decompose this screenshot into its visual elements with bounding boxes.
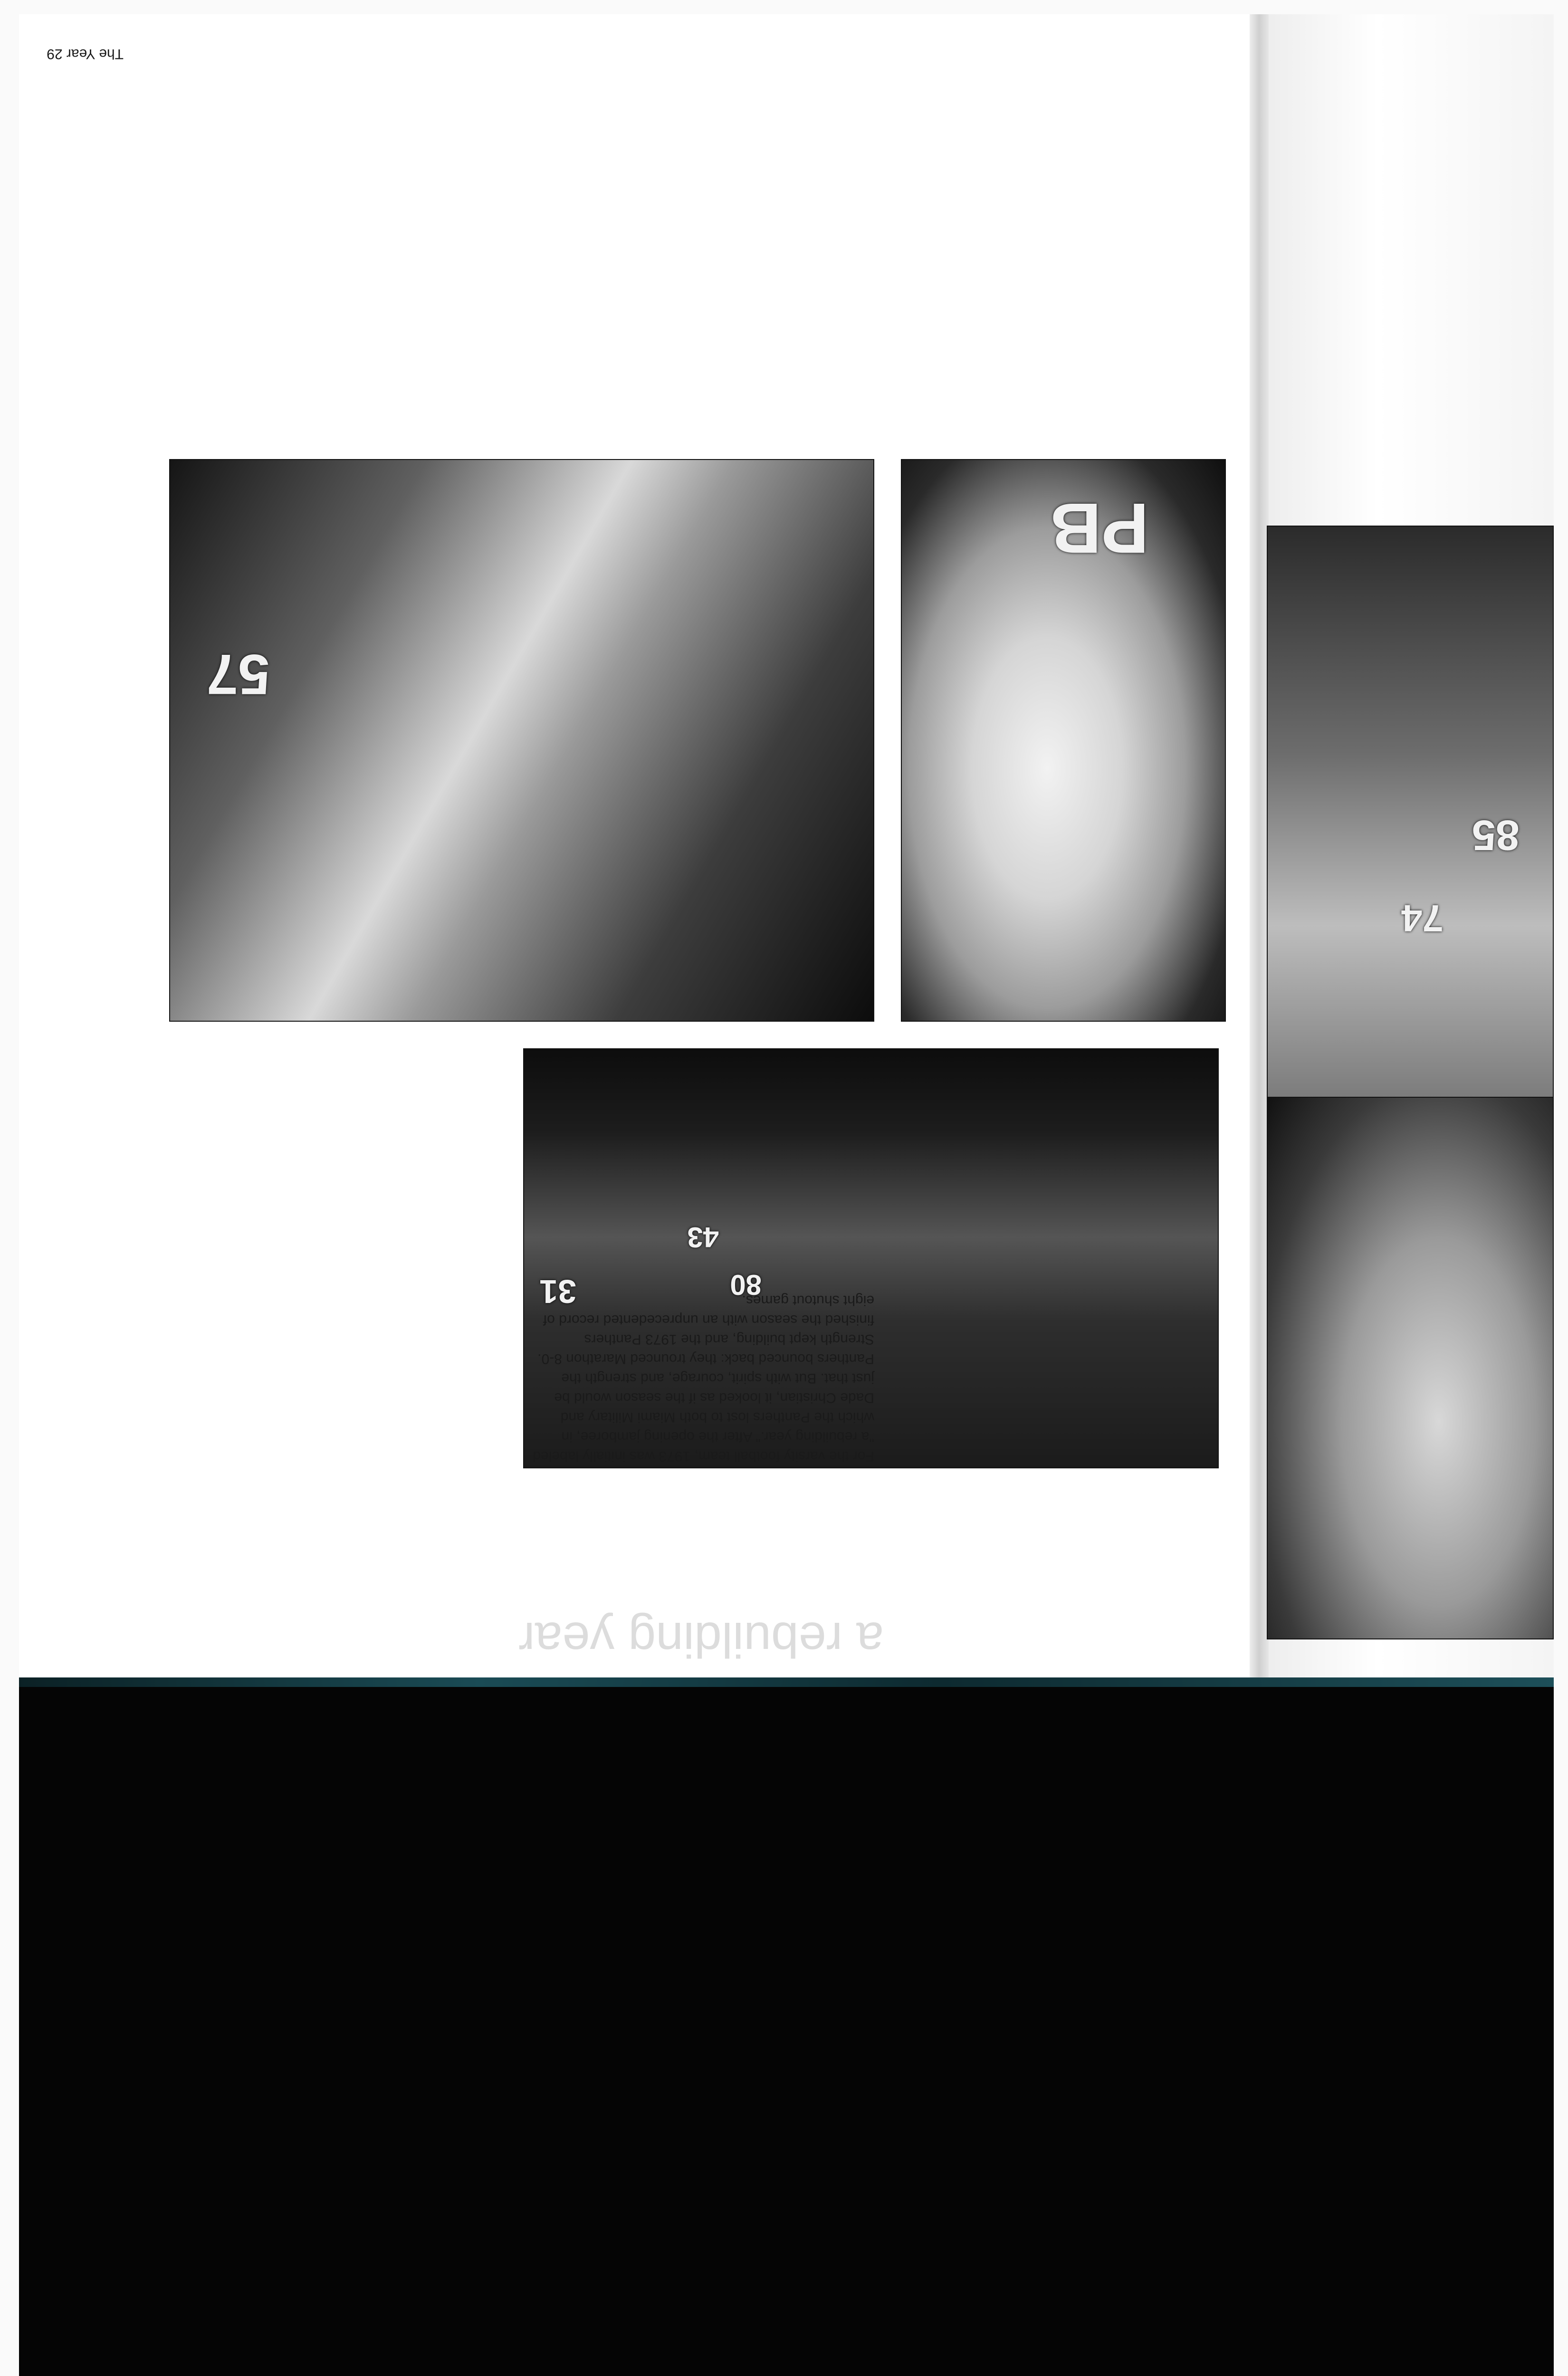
book-cover-edge [19,1677,1554,1687]
jersey-number: 85 [1472,811,1520,859]
page-gutter [1250,14,1269,1677]
photo-cheerleader [901,459,1226,1022]
page-folio: The Year 29 [47,46,124,62]
photo-woman-covering-face [1267,1096,1554,1639]
photo-players-helmets [169,459,874,1022]
jersey-number: 74 [1401,897,1444,939]
yearbook-spread [19,14,1554,2376]
scan-black-band [19,1677,1554,2376]
jersey-number: 80 [730,1269,762,1301]
photo-players-sideline [1267,526,1554,1098]
jersey-number: 43 [687,1221,719,1253]
sweater-letters: PB [1050,489,1149,568]
jersey-number: 57 [206,642,270,706]
photo-caption: For the varsity football team, 1973 was initially labeled "a rebuilding year." After the opening jamboree, in which the Panthers lost to both Miami Military and Dade Christian, it looked as if the season would be just that. But with spirit, courage, and strength the Panthers bounced back: they trounced Marathon 8-0. Strength kept building, and the 1973 Panthers finished the season with an unprecedented record of eight shutout games. [533,1293,874,1464]
jersey-number: 31 [539,1273,576,1310]
faint-heading: a rebuilding year [518,1612,884,1667]
